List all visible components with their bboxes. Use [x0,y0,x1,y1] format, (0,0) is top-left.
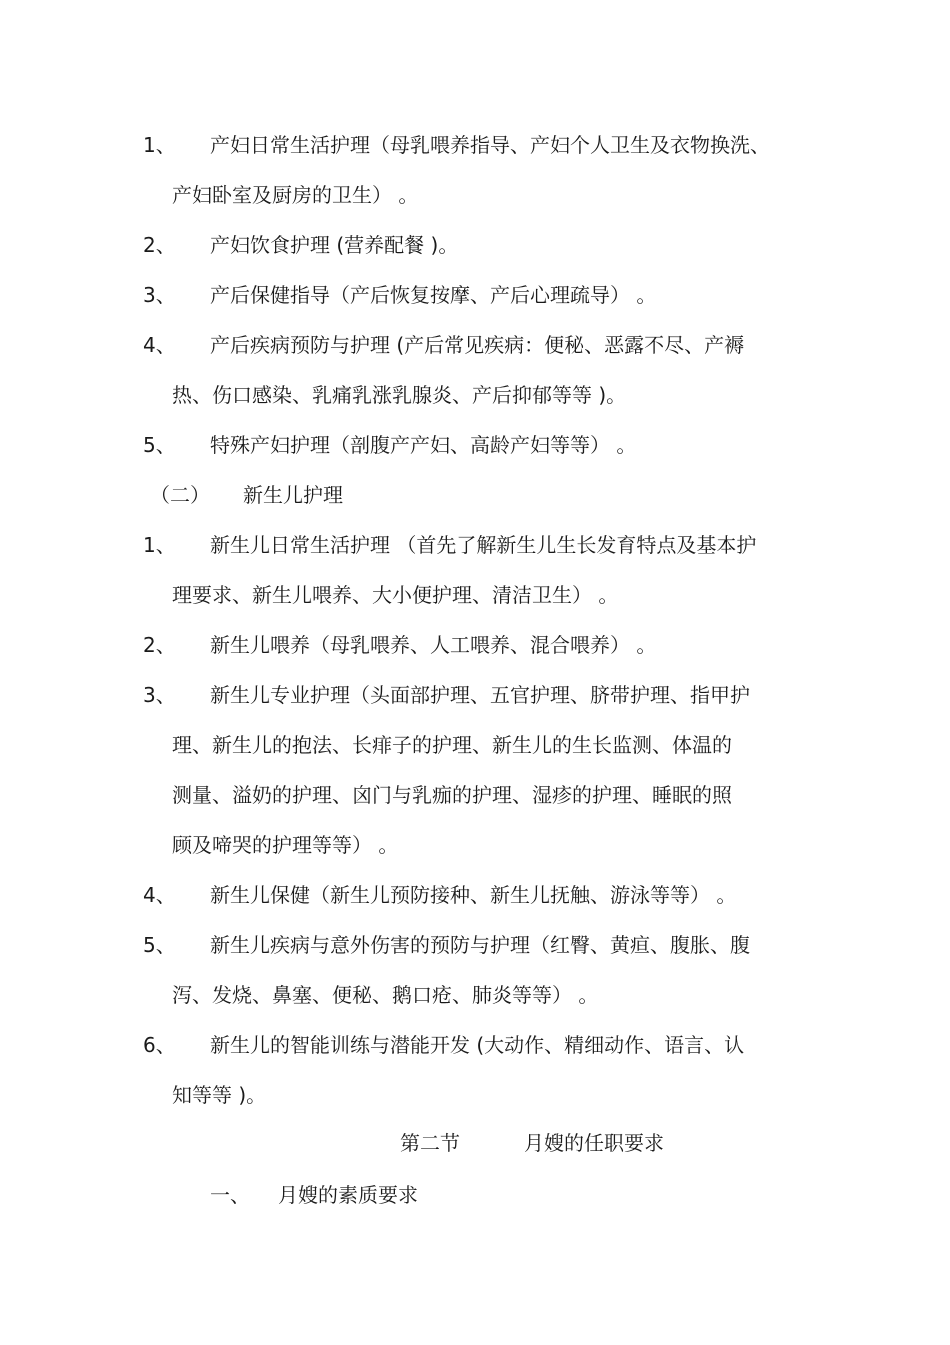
item-text-continued: 测量、溢奶的护理、囟门与乳痂的护理、湿疹的护理、睡眠的照 [172,783,732,807]
newborn-item-3-cont [0,782,950,808]
item-number: 4、 [143,333,176,357]
newborn-item-6 [0,1032,950,1058]
newborn-item-4 [0,882,950,908]
item-text: 产后疾病预防与护理 (产后常见疾病：便秘、恶露不尽、产褥 [210,333,745,357]
maternal-item-4-cont [0,382,950,408]
item-text: 新生儿疾病与意外伤害的预防与护理（红臀、黄疸、腹胀、腹 [210,933,750,957]
maternal-item-2 [0,232,950,258]
item-text-continued: 理、新生儿的抱法、长痱子的护理、新生儿的生长监测、体温的 [172,733,732,757]
item-text: 特殊产妇护理（剖腹产产妇、高龄产妇等等） 。 [210,433,637,457]
newborn-item-5 [0,932,950,958]
newborn-item-1 [0,532,950,558]
item-text: 新生儿日常生活护理 （首先了解新生儿生长发育特点及基本护 [210,533,757,557]
heading-title: 月嫂的素质要求 [278,1183,418,1207]
item-number: 5、 [143,433,176,457]
item-text-continued: 产妇卧室及厨房的卫生） 。 [172,183,419,207]
maternal-item-1-cont [0,182,950,208]
maternal-item-3 [0,282,950,308]
item-text: 新生儿喂养（母乳喂养、人工喂养、混合喂养） 。 [210,633,657,657]
item-number: 2、 [143,233,176,257]
item-text-continued: 泻、发烧、鼻塞、便秘、鹅口疮、肺炎等等） 。 [172,983,599,1007]
section-title [0,1130,950,1156]
item-text: 产妇饮食护理 (营养配餐 )。 [210,233,459,257]
item-number: 3、 [143,283,176,307]
item-number: 4、 [143,883,176,907]
item-number: 6、 [143,1033,176,1057]
item-number: 1、 [143,133,176,157]
item-text: 新生儿专业护理（头面部护理、五官护理、脐带护理、指甲护 [210,683,750,707]
item-text-continued: 热、伤口感染、乳痛乳涨乳腺炎、产后抑郁等等 )。 [172,383,627,407]
item-text-continued: 知等等 )。 [172,1083,267,1107]
heading-number: 一、 [210,1183,250,1207]
item-text: 新生儿保健（新生儿预防接种、新生儿抚触、游泳等等） 。 [210,883,737,907]
item-text: 新生儿的智能训练与潜能开发 (大动作、精细动作、语言、认 [210,1033,745,1057]
newborn-item-3-cont [0,832,950,858]
newborn-item-1-cont [0,582,950,608]
item-number: 2、 [143,633,176,657]
newborn-item-3 [0,682,950,708]
item-number: 1、 [143,533,176,557]
heading-one [0,1182,950,1208]
newborn-item-3-cont [0,732,950,758]
item-number: 3、 [143,683,176,707]
item-number: 5、 [143,933,176,957]
subsection-title: 新生儿护理 [243,483,343,507]
subsection-number: （二） [150,483,210,507]
newborn-item-5-cont [0,982,950,1008]
maternal-item-5 [0,432,950,458]
item-text-continued: 理要求、新生儿喂养、大小便护理、清洁卫生） 。 [172,583,619,607]
subsection-heading [0,482,950,508]
newborn-item-2 [0,632,950,658]
item-text: 产妇日常生活护理（母乳喂养指导、产妇个人卫生及衣物换洗、 [210,133,770,157]
item-text-continued: 顾及啼哭的护理等等） 。 [172,833,399,857]
section-name: 月嫂的任职要求 [524,1131,664,1155]
newborn-item-6-cont [0,1082,950,1108]
section-label: 第二节 [400,1131,460,1155]
item-text: 产后保健指导（产后恢复按摩、产后心理疏导） 。 [210,283,657,307]
maternal-item-4 [0,332,950,358]
maternal-item-1 [0,132,950,158]
